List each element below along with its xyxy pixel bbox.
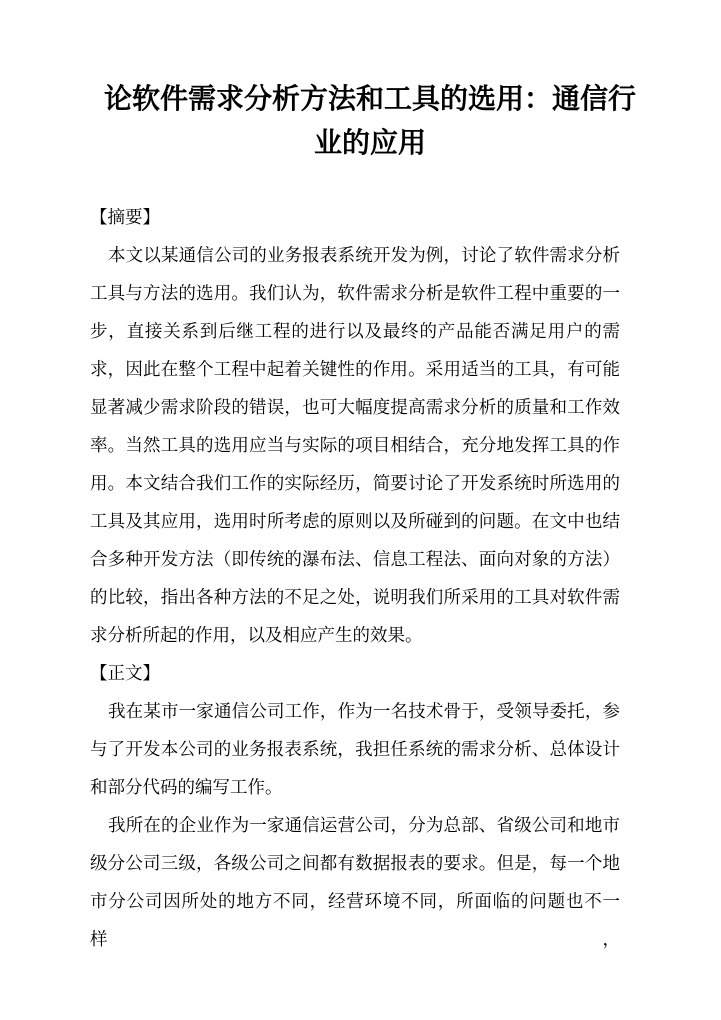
text-line: 合多种开发方法（即传统的瀑布法、信息工程法、面向对象的方法） — [90, 549, 620, 569]
title-line: 论软件需求分析方法和工具的选用：通信行 — [103, 84, 636, 115]
text-line: 的比较，指出各种方法的不足之处，说明我们所采用的工具对软件需 — [90, 587, 620, 607]
text-line: 求，因此在整个工程中起着关键性的作用。采用适当的工具，有可能 — [90, 359, 620, 379]
document-body — [90, 198, 620, 949]
text-line: 求分析所起的作用，以及相应产生的效果。 — [90, 625, 423, 645]
document-title — [100, 78, 640, 166]
text-line: 我所在的企业作为一家通信运营公司，分为总部、省级公司和地市 — [108, 815, 620, 835]
text-line: 工具与方法的选用。我们认为，软件需求分析是软件工程中重要的一 — [90, 283, 620, 303]
text-line: 与了开发本公司的业务报表系统，我担任系统的需求分析、总体设计 — [90, 739, 620, 759]
title-line: 业的应用 — [313, 128, 426, 159]
text-line: 用。本文结合我们工作的实际经历，简要讨论了开发系统时所选用的 — [90, 473, 620, 493]
text-line: 和部分代码的编写工作。 — [90, 777, 283, 797]
section-heading: 【正文】 — [90, 663, 160, 683]
text-line: 率。当然工具的选用应当与实际的项目相结合，充分地发挥工具的作 — [90, 435, 620, 455]
text-line: 步，直接关系到后继工程的进行以及最终的产品能否满足用户的需 — [90, 321, 620, 341]
text-line: 我在某市一家通信公司工作，作为一名技术骨于，受领导委托，参 — [108, 701, 620, 721]
section-heading: 【摘要】 — [90, 207, 160, 227]
text-line: 级分公司三级，各级公司之间都有数据报表的要求。但是，每一个地 — [90, 853, 620, 873]
text-line: 显著减少需求阶段的错误，也可大幅度提高需求分析的质量和工作效 — [90, 397, 620, 417]
text-line: 市分公司因所处的地方不同，经营环境不同，所面临的问题也不一样， — [90, 891, 620, 949]
text-line: 本文以某通信公司的业务报表系统开发为例，讨论了软件需求分析 — [108, 245, 620, 265]
text-line: 工具及其应用，选用时所考虑的原则以及所碰到的问题。在文中也结 — [90, 511, 620, 531]
